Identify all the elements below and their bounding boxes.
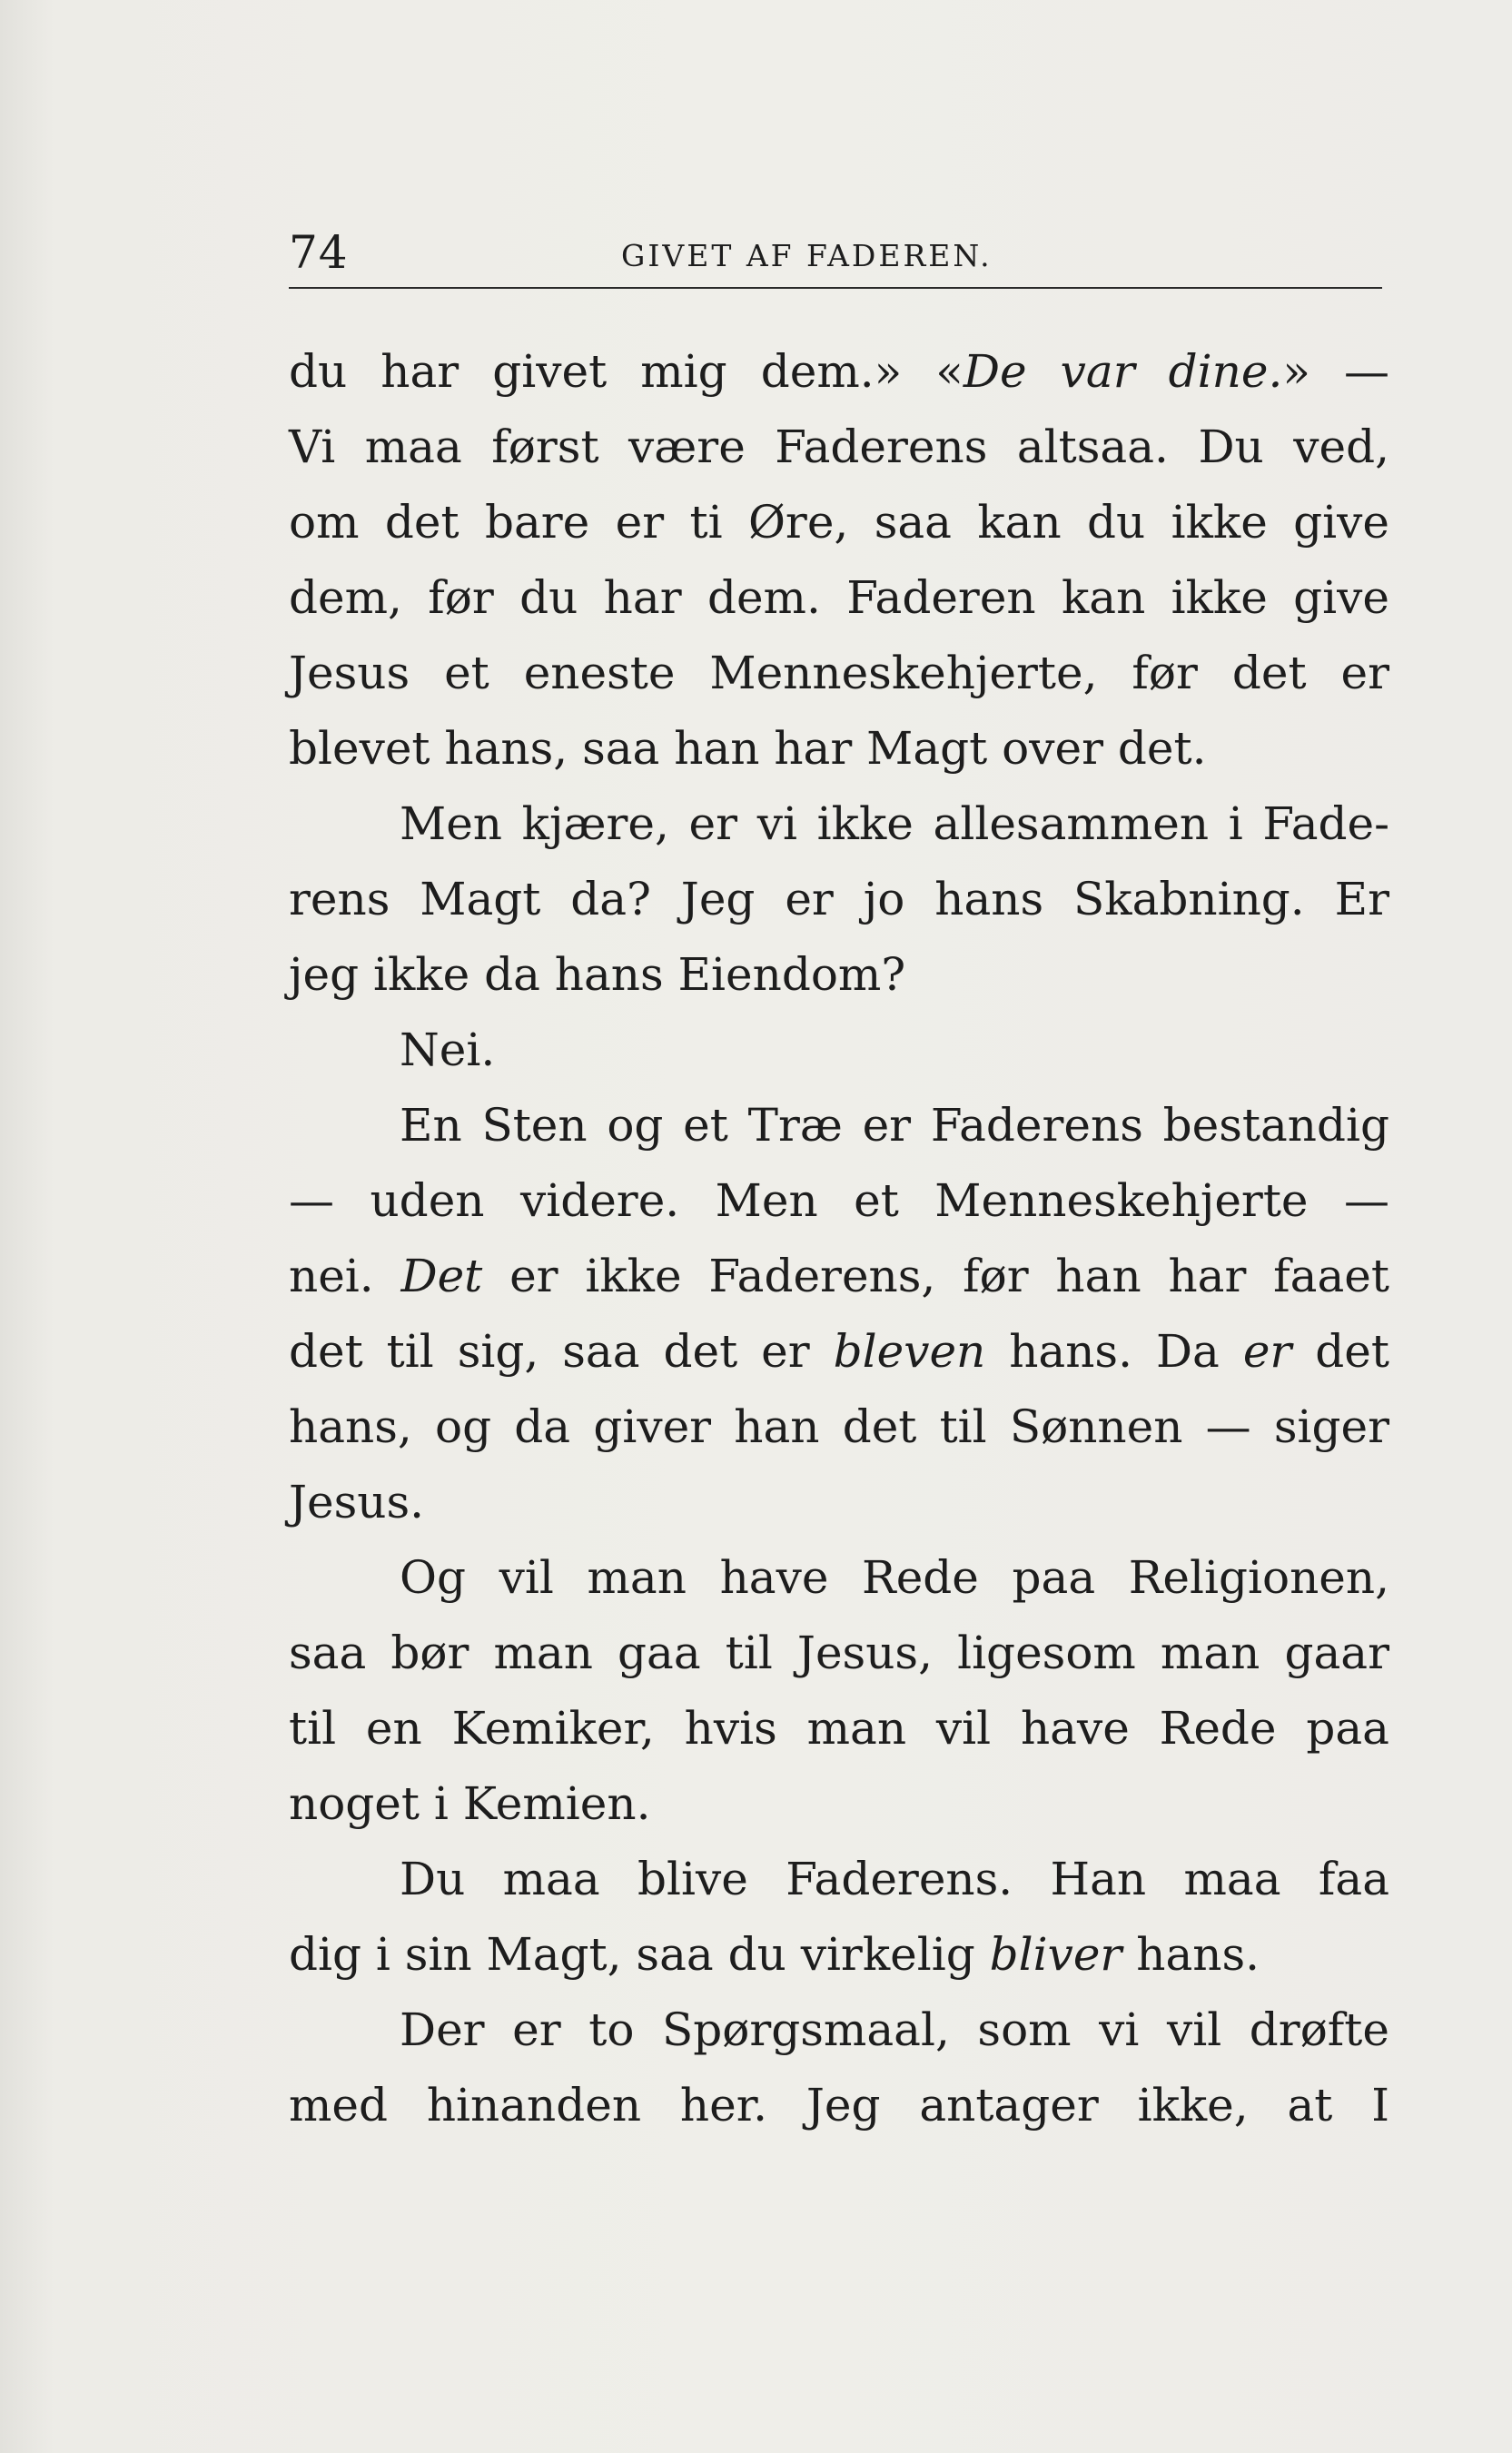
text-line: saa bør man gaa til Jesus, ligesom man gaar (289, 1627, 1389, 1679)
text-line: Du maa blive Faderens. Han maa faa (400, 1853, 1389, 1905)
text-line: med hinanden her. Jeg antager ikke, at I (289, 2079, 1389, 2132)
body-text (289, 334, 1389, 2143)
text-line: Og vil man have Rede paa Religionen, (400, 1551, 1389, 1604)
text-line: hans, og da giver han det til Sønnen — siger (289, 1400, 1389, 1453)
text-line: jeg ikke da hans Eiendom? (289, 948, 906, 1001)
text-line: det til sig, saa det er bleven hans. Da er det (289, 1325, 1389, 1378)
text-line: dem, før du har dem. Faderen kan ikke give (289, 571, 1389, 624)
text-line: du har givet mig dem.» «De var dine.» — (289, 345, 1390, 398)
page-header (289, 223, 1382, 289)
text-line: Der er to Spørgsmaal, som vi vil drøfte (400, 2003, 1389, 2056)
text-line: Jesus et eneste Menneskehjerte, før det er (289, 647, 1389, 699)
text-line: — uden videre. Men et Menneskehjerte — (289, 1174, 1389, 1227)
text-line: Jesus. (289, 1476, 425, 1528)
text-line: nei. Det er ikke Faderens, før han har faaet (289, 1250, 1389, 1302)
text-line: Nei. (400, 1024, 496, 1076)
text-line: Vi maa først være Faderens altsaa. Du ved, (289, 420, 1389, 473)
text-line: dig i sin Magt, saa du virkelig bliver hans. (289, 1928, 1260, 1981)
text-line: rens Magt da? Jeg er jo hans Skabning. Er (289, 873, 1389, 925)
text-line: til en Kemiker, hvis man vil have Rede paa (289, 1702, 1389, 1755)
running-head: GIVET AF FADEREN. (621, 238, 993, 273)
text-line: En Sten og et Træ er Faderens bestandig (400, 1099, 1389, 1152)
text-line: om det bare er ti Øre, saa kan du ikke give (289, 496, 1389, 549)
text-line: Men kjære, er vi ikke allesammen i Fade- (400, 797, 1389, 850)
text-line: noget i Kemien. (289, 1777, 651, 1830)
page-number: 74 (289, 226, 349, 279)
text-line: blevet hans, saa han har Magt over det. (289, 722, 1207, 775)
